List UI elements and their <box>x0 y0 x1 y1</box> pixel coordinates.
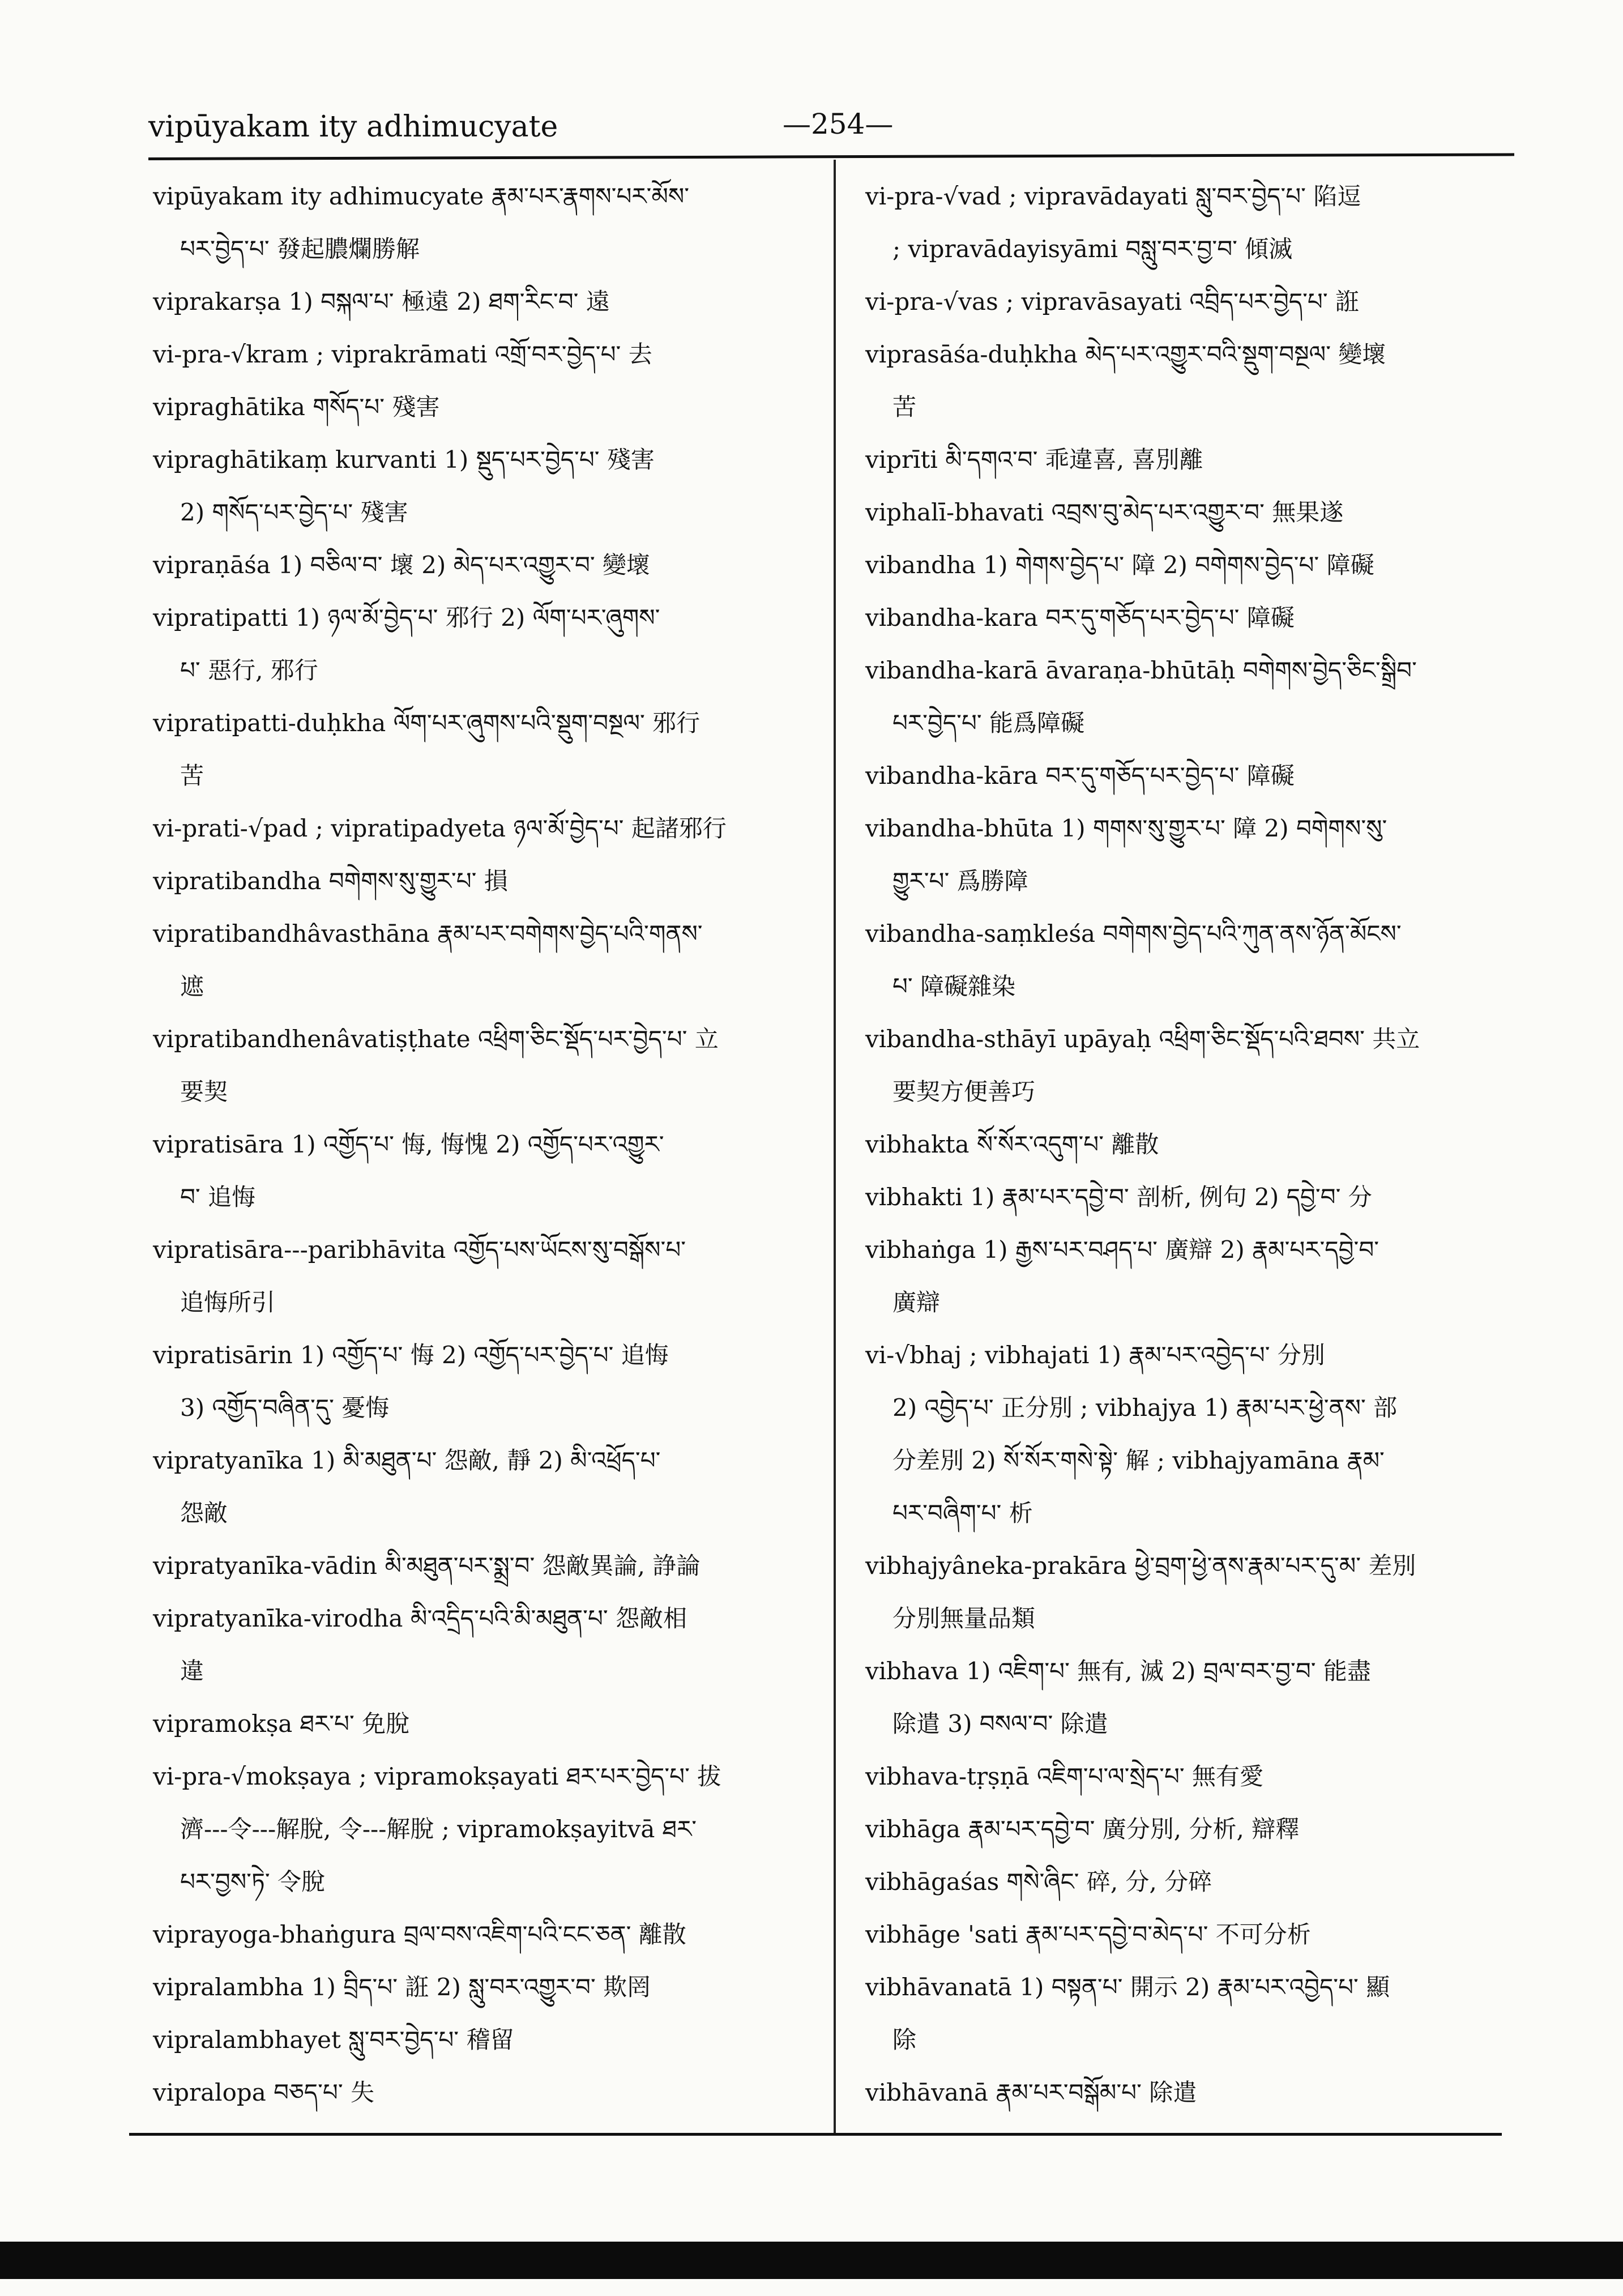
entry-continuation: ; vipravādayisyāmi བསླུ་བར་བྱ་བ་ 傾滅 <box>892 235 1293 263</box>
dictionary-entry <box>153 328 827 381</box>
dictionary-entry <box>865 275 1528 328</box>
entry-headline: vi-pra-√vad ; vipravādayati སླུ་བར་བྱེད་པ་ 陷逗 <box>865 182 1361 210</box>
entry-headline: vipralambha 1) བྲིད་པ་ 誑 2) སླུ་བར་འགྱུར་བ་ 欺罔 <box>153 1973 651 2001</box>
entry-continuation: 怨敵 <box>180 1499 228 1527</box>
entry-headline: vibhāvanatā 1) བསྟན་པ་ 開示 2) རྣམ་པར་འབྱེད་པ་ 顯 <box>865 1973 1390 2001</box>
entry-headline: vipūyakam ity adhimucyate རྣམ་པར་རྣགས་པར་མོས་ <box>153 182 690 210</box>
entry-headline: vibhava 1) འཇིག་པ་ 無有, 滅 2) བྲལ་བར་བྱ་བ་ 能盡 <box>865 1657 1371 1685</box>
dictionary-entry <box>865 644 1528 749</box>
dictionary-entry <box>865 1539 1528 1645</box>
scan-edge-bar <box>0 2242 1623 2279</box>
dictionary-entry <box>865 1223 1528 1329</box>
entry-headline: vibhakta སོ་སོར་འདུག་པ་ 離散 <box>865 1130 1159 1158</box>
entry-continuation: པར་བྱེད་པ་ 發起膿爛勝解 <box>180 235 420 263</box>
header-rule <box>148 153 1514 160</box>
entry-headline: vipratipatti 1) ཉལ་མོ་བྱེད་པ་ 邪行 2) ལོག་པར་ཞུགས་ <box>153 604 660 631</box>
dictionary-entry <box>153 1961 827 2013</box>
entry-continuation: 要契 <box>180 1078 228 1106</box>
entry-headline: viphalī-bhavati འབྲས་བུ་མེད་པར་འགྱུར་བ་ 無果遂 <box>865 498 1344 526</box>
entry-headline: viprayoga-bhaṅgura བྲལ་བས་འཇིག་པའི་ངང་ཅན་ 離散 <box>153 1921 686 1948</box>
left-column <box>153 170 827 2119</box>
dictionary-entry <box>865 486 1528 539</box>
entry-continuation: 濟---令---解脫, 令---解脫 ; vipramokṣayitvā ཐར་ <box>180 1815 697 1843</box>
entry-headline: vibandha-bhūta 1) གགས་སུ་གྱུར་པ་ 障 2) བགེགས་སུ་ <box>865 814 1387 842</box>
entry-continuation: པར་བྱེད་པ་ 能爲障礙 <box>892 709 1085 737</box>
dictionary-entry <box>865 539 1528 591</box>
dictionary-entry <box>153 802 827 855</box>
dictionary-entry <box>865 907 1528 1013</box>
entry-headline: vibhāvanā རྣམ་པར་བསྒོམ་པ་ 除遣 <box>865 2079 1197 2106</box>
dictionary-entry <box>865 591 1528 644</box>
dictionary-entry <box>153 1697 827 1750</box>
dictionary-entry <box>153 1329 827 1434</box>
dictionary-entry <box>153 433 827 539</box>
dictionary-entry <box>153 170 827 275</box>
entry-headline: vibhāgaśas གསེ་ཞིང་ 碎, 分, 分碎 <box>865 1868 1212 1896</box>
dictionary-entry <box>865 1118 1528 1171</box>
entry-continuation: 苦 <box>180 762 204 789</box>
dictionary-entry <box>153 1908 827 1961</box>
page-header <box>148 102 1473 147</box>
dictionary-entry <box>153 539 827 591</box>
entry-continuation: 分別無量品類 <box>892 1604 1036 1632</box>
entry-continuation: 3) འགྱོད་བཞིན་དུ་ 憂悔 <box>180 1394 390 1422</box>
dictionary-entry <box>865 1908 1528 1961</box>
entry-headline: vibandha 1) གེགས་བྱེད་པ་ 障 2) བགེགས་བྱེད་པ་ 障礙 <box>865 551 1374 579</box>
dictionary-entry <box>865 1329 1528 1539</box>
entry-headline: vibhaṅga 1) རྒྱས་པར་བཤད་པ་ 廣辯 2) རྣམ་པར་དབྱེ་བ་ <box>865 1236 1379 1264</box>
entry-headline: viprasāśa-duḥkha མེད་པར་འགྱུར་བའི་སྡུག་བསྔལ་ 變壞 <box>865 340 1386 368</box>
dictionary-entry <box>153 1434 827 1539</box>
entry-headline: vibandha-kāra བར་དུ་གཅོད་པར་བྱེད་པ་ 障礙 <box>865 762 1295 789</box>
entry-continuation: 要契方便善巧 <box>892 1078 1036 1106</box>
entry-continuation: པར་བྱས་ཏེ་ 令脫 <box>180 1868 326 1896</box>
entry-headline: vipralambhayet སླུ་བར་བྱེད་པ་ 稽留 <box>153 2026 514 2054</box>
entry-headline: vi-√bhaj ; vibhajati 1) རྣམ་པར་འབྱེད་པ་ 分別 <box>865 1341 1325 1369</box>
dictionary-entry <box>865 1855 1528 1908</box>
entry-headline: vi-pra-√kram ; viprakrāmati འགྲོ་བར་བྱེད་པ་ 去 <box>153 340 652 368</box>
entry-continuation: 違 <box>180 1657 204 1685</box>
dictionary-entry <box>153 1223 827 1329</box>
entry-continuation: པ་ 障礙雜染 <box>892 972 1016 1000</box>
entry-headline: vipratisārin 1) འགྱོད་པ་ 悔 2) འགྱོད་པར་བྱེད་པ་ 追悔 <box>153 1341 669 1369</box>
entry-headline: vipratibandha བགེགས་སུ་གྱུར་པ་ 損 <box>153 867 508 895</box>
dictionary-entry <box>153 1118 827 1223</box>
entry-headline: vipratyanīka 1) མི་མཐུན་པ་ 怨敵, 靜 2) མི་འཕྲོད་པ་ <box>153 1446 661 1474</box>
dictionary-entry <box>153 1013 827 1118</box>
dictionary-entry <box>865 328 1528 433</box>
entry-headline: vipratibandhâvasthāna རྣམ་པར་བགེགས་བྱེད་པའི་གནས་ <box>153 920 703 948</box>
entry-continuation: 追悔所引 <box>180 1288 276 1316</box>
entry-continuation: གྱུར་པ་ 爲勝障 <box>892 867 1028 895</box>
entry-continuation: པར་བཞིག་པ་ 析 <box>892 1499 1033 1527</box>
dictionary-entry <box>865 1803 1528 1855</box>
dictionary-entry <box>153 855 827 907</box>
entry-headline: vibandha-karā āvaraṇa-bhūtāḥ བགེགས་བྱེད་ཅིང་སྒྲིབ་ <box>865 656 1417 684</box>
dictionary-entry <box>865 433 1528 486</box>
dictionary-entry <box>865 170 1528 275</box>
entry-headline: vipraghātika གསོད་པ་ 殘害 <box>153 393 440 421</box>
right-column <box>865 170 1528 2119</box>
dictionary-entry <box>865 2066 1528 2119</box>
entry-headline: vibandha-saṃkleśa བགེགས་བྱེད་པའི་ཀུན་ནས་ཉོན་མོངས་ <box>865 920 1402 948</box>
entry-headline: vibhakti 1) རྣམ་པར་དབྱེ་བ་ 剖析, 例句 2) དབྱེ་བ་ 分 <box>865 1183 1372 1211</box>
entry-continuation: 分差別 2) སོ་སོར་གསེ་སྟེ་ 解 ; vibhajyamāna རྣམ་ <box>892 1446 1385 1474</box>
entry-continuation: 廣辯 <box>892 1288 941 1316</box>
entry-continuation: 2) གསོད་པར་བྱེད་པ་ 殘害 <box>180 498 408 526</box>
dictionary-entry <box>865 749 1528 802</box>
entry-headline: vibandha-kara བར་དུ་གཅོད་པར་བྱེད་པ་ 障礙 <box>865 604 1295 631</box>
running-head: vipūyakam ity adhimucyate <box>148 110 558 144</box>
dictionary-entry <box>865 1013 1528 1118</box>
dictionary-entry <box>153 1592 827 1697</box>
entry-headline: vibandha-sthāyī upāyaḥ འཕྲིག་ཅིང་སྡོད་པའི་ཐབས་ 共立 <box>865 1025 1420 1053</box>
entry-headline: vipramokṣa ཐར་པ་ 免脫 <box>153 1710 410 1738</box>
entry-headline: vibhajyâneka-prakāra ཕྱེ་བྲག་ཕྱེ་ནས་རྣམ་པར་དུ་མ་ 差別 <box>865 1552 1416 1580</box>
entry-headline: vipralopa བཅད་པ་ 失 <box>153 2079 375 2106</box>
dictionary-entry <box>153 907 827 1013</box>
entry-headline: vipratipatti-duḥkha ལོག་པར་ཞུགས་པའི་སྡུག་བསྔལ་ 邪行 <box>153 709 701 737</box>
entry-headline: vibhāge 'sati རྣམ་པར་དབྱེ་བ་མེད་པ་ 不可分析 <box>865 1921 1311 1948</box>
footer-rule <box>129 2133 1502 2136</box>
column-divider <box>834 160 836 2135</box>
entry-headline: viprīti མི་དགའ་བ་ 乖違喜, 喜別離 <box>865 446 1203 473</box>
dictionary-entry <box>865 802 1528 907</box>
dictionary-entry <box>153 697 827 802</box>
entry-continuation: 遮 <box>180 972 204 1000</box>
entry-continuation: 苦 <box>892 393 917 421</box>
entry-continuation: 除遣 3) བསལ་བ་ 除遣 <box>892 1710 1108 1738</box>
dictionary-entry <box>153 275 827 328</box>
entry-headline: vibhava-tṛṣṇā འཇིག་པ་ལ་སྲེད་པ་ 無有愛 <box>865 1762 1264 1790</box>
entry-headline: vipratisāra---paribhāvita འགྱོད་པས་ཡོངས་སུ་བསྒོས་པ་ <box>153 1236 686 1264</box>
entry-headline: vi-pra-√mokṣaya ; vipramokṣayati ཐར་པར་བྱེད་པ་ 拔 <box>153 1762 721 1790</box>
entry-continuation: 2) འབྱེད་པ་ 正分別 ; vibhajya 1) རྣམ་པར་ཕྱེ་ནས་ 部 <box>892 1394 1398 1422</box>
entry-continuation: བ་ 追悔 <box>180 1183 256 1211</box>
entry-headline: vipratyanīka-vādin མི་མཐུན་པར་སྨྲ་བ་ 怨敵異論, 諍論 <box>153 1552 701 1580</box>
entry-headline: vibhāga རྣམ་པར་དབྱེ་བ་ 廣分別, 分析, 辯釋 <box>865 1815 1300 1843</box>
dictionary-entry <box>153 1750 827 1908</box>
dictionary-entry <box>153 2013 827 2066</box>
entry-continuation: 除 <box>892 2026 917 2054</box>
entry-continuation: པ་ 惡行, 邪行 <box>180 656 318 684</box>
entry-headline: viprakarṣa 1) བསྐལ་པ་ 極遠 2) ཐག་རིང་བ་ 遠 <box>153 288 610 315</box>
dictionary-entry <box>865 1750 1528 1803</box>
page-number: —254— <box>783 108 894 140</box>
entry-headline: vipraṇāśa 1) བཅིལ་བ་ 壞 2) མེད་པར་འགྱུར་བ་ 變壞 <box>153 551 651 579</box>
dictionary-entry <box>153 1539 827 1592</box>
entry-headline: vi-pra-√vas ; vipravāsayati འབྲིད་པར་བྱེད་པ་ 誑 <box>865 288 1360 315</box>
dictionary-entry <box>153 381 827 433</box>
dictionary-entry <box>865 1645 1528 1750</box>
entry-headline: vipratyanīka-virodha མི་འདྲིད་པའི་མི་མཐུན་པ་ 怨敵相 <box>153 1604 687 1632</box>
dictionary-entry <box>865 1171 1528 1223</box>
entry-headline: vipratibandhenâvatiṣṭhate འཕྲིག་ཅིང་སྡོད་པར་བྱེད་པ་ 立 <box>153 1025 719 1053</box>
entry-headline: vipraghātikaṃ kurvanti 1) སྡུད་པར་བྱེད་པ་ 殘害 <box>153 446 655 473</box>
entry-headline: vi-prati-√pad ; vipratipadyeta ཉལ་མོ་བྱེད་པ་ 起諸邪行 <box>153 814 727 842</box>
entry-headline: vipratisāra 1) འགྱོད་པ་ 悔, 悔愧 2) འགྱོད་པར་འགྱུར་ <box>153 1130 664 1158</box>
dictionary-entry <box>865 1961 1528 2066</box>
dictionary-entry <box>153 2066 827 2119</box>
dictionary-entry <box>153 591 827 697</box>
